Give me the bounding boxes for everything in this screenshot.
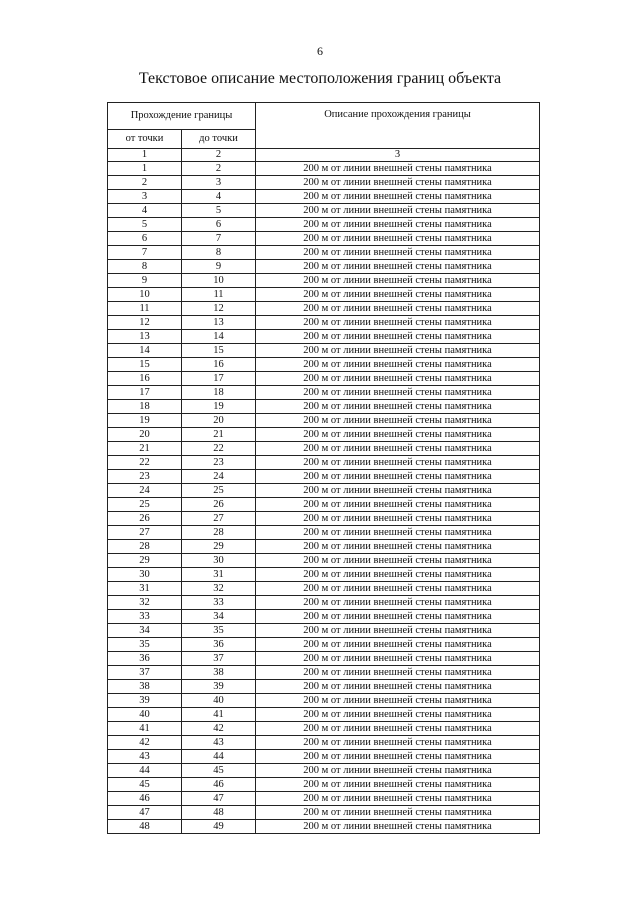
- description-cell: 200 м от линии внешней стены памятника: [256, 232, 540, 246]
- description-cell: 200 м от линии внешней стены памятника: [256, 218, 540, 232]
- description-cell: 200 м от линии внешней стены памятника: [256, 750, 540, 764]
- from-point-cell: 32: [108, 596, 182, 610]
- to-point-cell: 26: [182, 498, 256, 512]
- from-point-cell: 21: [108, 442, 182, 456]
- description-cell: 200 м от линии внешней стены памятника: [256, 386, 540, 400]
- table-row: [108, 358, 540, 372]
- table-row: [108, 526, 540, 540]
- table-row: [108, 568, 540, 582]
- from-point-cell: 39: [108, 694, 182, 708]
- to-point-cell: 9: [182, 260, 256, 274]
- description-cell: 200 м от линии внешней стены памятника: [256, 288, 540, 302]
- boundary-table: [107, 102, 540, 834]
- description-cell: 200 м от линии внешней стены памятника: [256, 512, 540, 526]
- from-point-cell: 18: [108, 400, 182, 414]
- to-point-cell: 17: [182, 372, 256, 386]
- to-point-cell: 20: [182, 414, 256, 428]
- table-row: [108, 680, 540, 694]
- to-point-cell: 27: [182, 512, 256, 526]
- from-point-cell: 28: [108, 540, 182, 554]
- description-cell: 200 м от линии внешней стены памятника: [256, 610, 540, 624]
- from-point-cell: 9: [108, 274, 182, 288]
- from-point-cell: 45: [108, 778, 182, 792]
- from-point-cell: 40: [108, 708, 182, 722]
- to-point-cell: 31: [182, 568, 256, 582]
- description-cell: 200 м от линии внешней стены памятника: [256, 372, 540, 386]
- column-number-1: 1: [108, 149, 182, 162]
- table-row: [108, 498, 540, 512]
- to-point-cell: 12: [182, 302, 256, 316]
- description-cell: 200 м от линии внешней стены памятника: [256, 330, 540, 344]
- to-point-cell: 46: [182, 778, 256, 792]
- to-point-cell: 3: [182, 176, 256, 190]
- table-row: [108, 540, 540, 554]
- from-point-cell: 5: [108, 218, 182, 232]
- from-point-cell: 41: [108, 722, 182, 736]
- table-row: [108, 792, 540, 806]
- description-cell: 200 м от линии внешней стены памятника: [256, 176, 540, 190]
- table-row: [108, 260, 540, 274]
- description-cell: 200 м от линии внешней стены памятника: [256, 722, 540, 736]
- to-point-cell: 4: [182, 190, 256, 204]
- to-point-cell: 45: [182, 764, 256, 778]
- description-cell: 200 м от линии внешней стены памятника: [256, 162, 540, 176]
- boundary-table-header: [108, 103, 540, 162]
- from-point-cell: 33: [108, 610, 182, 624]
- description-cell: 200 м от линии внешней стены памятника: [256, 708, 540, 722]
- table-row: [108, 288, 540, 302]
- table-row: [108, 596, 540, 610]
- table-row: [108, 638, 540, 652]
- table-row: [108, 372, 540, 386]
- table-row: [108, 820, 540, 834]
- column-number-2: 2: [182, 149, 256, 162]
- to-point-cell: 2: [182, 162, 256, 176]
- table-row: [108, 246, 540, 260]
- description-cell: 200 м от линии внешней стены памятника: [256, 190, 540, 204]
- to-point-cell: 15: [182, 344, 256, 358]
- from-point-cell: 31: [108, 582, 182, 596]
- description-cell: 200 м от линии внешней стены памятника: [256, 596, 540, 610]
- to-point-cell: 11: [182, 288, 256, 302]
- to-point-cell: 23: [182, 456, 256, 470]
- to-point-cell: 34: [182, 610, 256, 624]
- table-row: [108, 414, 540, 428]
- to-point-cell: 49: [182, 820, 256, 834]
- description-cell: 200 м от линии внешней стены памятника: [256, 204, 540, 218]
- table-row: [108, 666, 540, 680]
- description-cell: 200 м от линии внешней стены памятника: [256, 820, 540, 834]
- table-row: [108, 764, 540, 778]
- description-cell: 200 м от линии внешней стены памятника: [256, 778, 540, 792]
- table-row: [108, 610, 540, 624]
- from-point-cell: 16: [108, 372, 182, 386]
- to-point-cell: 16: [182, 358, 256, 372]
- description-cell: 200 м от линии внешней стены памятника: [256, 736, 540, 750]
- table-row: [108, 204, 540, 218]
- from-point-cell: 2: [108, 176, 182, 190]
- table-row: [108, 302, 540, 316]
- table-row: [108, 190, 540, 204]
- from-point-cell: 15: [108, 358, 182, 372]
- table-row: [108, 176, 540, 190]
- table-row: [108, 400, 540, 414]
- description-cell: 200 м от линии внешней стены памятника: [256, 540, 540, 554]
- table-row: [108, 554, 540, 568]
- description-cell: 200 м от линии внешней стены памятника: [256, 358, 540, 372]
- table-row: [108, 512, 540, 526]
- page-number: 6: [317, 44, 323, 58]
- description-cell: 200 м от линии внешней стены памятника: [256, 764, 540, 778]
- to-point-cell: 39: [182, 680, 256, 694]
- to-point-cell: 29: [182, 540, 256, 554]
- from-point-cell: 7: [108, 246, 182, 260]
- description-cell: 200 м от линии внешней стены памятника: [256, 246, 540, 260]
- description-cell: 200 м от линии внешней стены памятника: [256, 456, 540, 470]
- description-cell: 200 м от линии внешней стены памятника: [256, 498, 540, 512]
- to-point-cell: 13: [182, 316, 256, 330]
- from-point-cell: 14: [108, 344, 182, 358]
- description-cell: 200 м от линии внешней стены памятника: [256, 806, 540, 820]
- table-row: [108, 232, 540, 246]
- table-row: [108, 652, 540, 666]
- table-row: [108, 442, 540, 456]
- to-point-cell: 8: [182, 246, 256, 260]
- description-cell: 200 м от линии внешней стены памятника: [256, 694, 540, 708]
- table-row: [108, 470, 540, 484]
- to-point-cell: 10: [182, 274, 256, 288]
- from-point-cell: 37: [108, 666, 182, 680]
- table-row: [108, 708, 540, 722]
- from-point-cell: 1: [108, 162, 182, 176]
- from-point-cell: 43: [108, 750, 182, 764]
- description-cell: 200 м от линии внешней стены памятника: [256, 302, 540, 316]
- to-point-cell: 47: [182, 792, 256, 806]
- boundary-table-body: [108, 162, 540, 834]
- from-point-cell: 3: [108, 190, 182, 204]
- description-cell: 200 м от линии внешней стены памятника: [256, 484, 540, 498]
- from-point-cell: 24: [108, 484, 182, 498]
- description-cell: 200 м от линии внешней стены памятника: [256, 554, 540, 568]
- description-cell: 200 м от линии внешней стены памятника: [256, 638, 540, 652]
- to-point-cell: 44: [182, 750, 256, 764]
- to-point-cell: 19: [182, 400, 256, 414]
- to-point-cell: 24: [182, 470, 256, 484]
- from-point-cell: 30: [108, 568, 182, 582]
- table-row: [108, 778, 540, 792]
- to-point-cell: 48: [182, 806, 256, 820]
- from-point-cell: 23: [108, 470, 182, 484]
- description-cell: 200 м от линии внешней стены памятника: [256, 624, 540, 638]
- from-point-cell: 48: [108, 820, 182, 834]
- from-point-cell: 42: [108, 736, 182, 750]
- to-point-cell: 18: [182, 386, 256, 400]
- to-point-cell: 42: [182, 722, 256, 736]
- to-point-cell: 21: [182, 428, 256, 442]
- from-point-cell: 17: [108, 386, 182, 400]
- table-row: [108, 750, 540, 764]
- from-point-cell: 11: [108, 302, 182, 316]
- from-point-cell: 34: [108, 624, 182, 638]
- description-cell: 200 м от линии внешней стены памятника: [256, 652, 540, 666]
- description-cell: 200 м от линии внешней стены памятника: [256, 316, 540, 330]
- from-point-cell: 25: [108, 498, 182, 512]
- from-point-cell: 26: [108, 512, 182, 526]
- from-point-cell: 10: [108, 288, 182, 302]
- description-cell: 200 м от линии внешней стены памятника: [256, 400, 540, 414]
- to-point-cell: 25: [182, 484, 256, 498]
- from-point-cell: 4: [108, 204, 182, 218]
- table-row: [108, 484, 540, 498]
- to-point-cell: 6: [182, 218, 256, 232]
- from-point-cell: 36: [108, 652, 182, 666]
- from-point-cell: 44: [108, 764, 182, 778]
- to-point-cell: 32: [182, 582, 256, 596]
- table-row: [108, 274, 540, 288]
- table-row: [108, 624, 540, 638]
- header-boundary-passage: Прохождение границы: [108, 103, 256, 130]
- to-point-cell: 5: [182, 204, 256, 218]
- to-point-cell: 38: [182, 666, 256, 680]
- from-point-cell: 47: [108, 806, 182, 820]
- description-cell: 200 м от линии внешней стены памятника: [256, 428, 540, 442]
- table-row: [108, 456, 540, 470]
- from-point-cell: 38: [108, 680, 182, 694]
- table-row: [108, 582, 540, 596]
- description-cell: 200 м от линии внешней стены памятника: [256, 260, 540, 274]
- table-row: [108, 316, 540, 330]
- to-point-cell: 41: [182, 708, 256, 722]
- from-point-cell: 22: [108, 456, 182, 470]
- header-from-point: от точки: [108, 130, 182, 149]
- table-row: [108, 428, 540, 442]
- description-cell: 200 м от линии внешней стены памятника: [256, 344, 540, 358]
- table-row: [108, 736, 540, 750]
- description-cell: 200 м от линии внешней стены памятника: [256, 568, 540, 582]
- table-row: [108, 330, 540, 344]
- description-cell: 200 м от линии внешней стены памятника: [256, 526, 540, 540]
- description-cell: 200 м от линии внешней стены памятника: [256, 274, 540, 288]
- to-point-cell: 28: [182, 526, 256, 540]
- from-point-cell: 29: [108, 554, 182, 568]
- to-point-cell: 35: [182, 624, 256, 638]
- table-row: [108, 218, 540, 232]
- to-point-cell: 36: [182, 638, 256, 652]
- table-row: [108, 722, 540, 736]
- header-to-point: до точки: [182, 130, 256, 149]
- from-point-cell: 35: [108, 638, 182, 652]
- header-description: Описание прохождения границы: [256, 103, 540, 149]
- from-point-cell: 8: [108, 260, 182, 274]
- column-number-3: 3: [256, 149, 540, 162]
- from-point-cell: 13: [108, 330, 182, 344]
- table-row: [108, 344, 540, 358]
- table-row: [108, 162, 540, 176]
- to-point-cell: 43: [182, 736, 256, 750]
- document-title: Текстовое описание местоположения границ объекта: [138, 70, 502, 87]
- from-point-cell: 12: [108, 316, 182, 330]
- description-cell: 200 м от линии внешней стены памятника: [256, 792, 540, 806]
- from-point-cell: 6: [108, 232, 182, 246]
- to-point-cell: 37: [182, 652, 256, 666]
- table-row: [108, 694, 540, 708]
- description-cell: 200 м от линии внешней стены памятника: [256, 666, 540, 680]
- from-point-cell: 20: [108, 428, 182, 442]
- to-point-cell: 22: [182, 442, 256, 456]
- to-point-cell: 30: [182, 554, 256, 568]
- from-point-cell: 27: [108, 526, 182, 540]
- description-cell: 200 м от линии внешней стены памятника: [256, 414, 540, 428]
- to-point-cell: 40: [182, 694, 256, 708]
- description-cell: 200 м от линии внешней стены памятника: [256, 470, 540, 484]
- to-point-cell: 7: [182, 232, 256, 246]
- to-point-cell: 33: [182, 596, 256, 610]
- description-cell: 200 м от линии внешней стены памятника: [256, 582, 540, 596]
- description-cell: 200 м от линии внешней стены памятника: [256, 680, 540, 694]
- from-point-cell: 46: [108, 792, 182, 806]
- description-cell: 200 м от линии внешней стены памятника: [256, 442, 540, 456]
- table-row: [108, 386, 540, 400]
- to-point-cell: 14: [182, 330, 256, 344]
- from-point-cell: 19: [108, 414, 182, 428]
- table-row: [108, 806, 540, 820]
